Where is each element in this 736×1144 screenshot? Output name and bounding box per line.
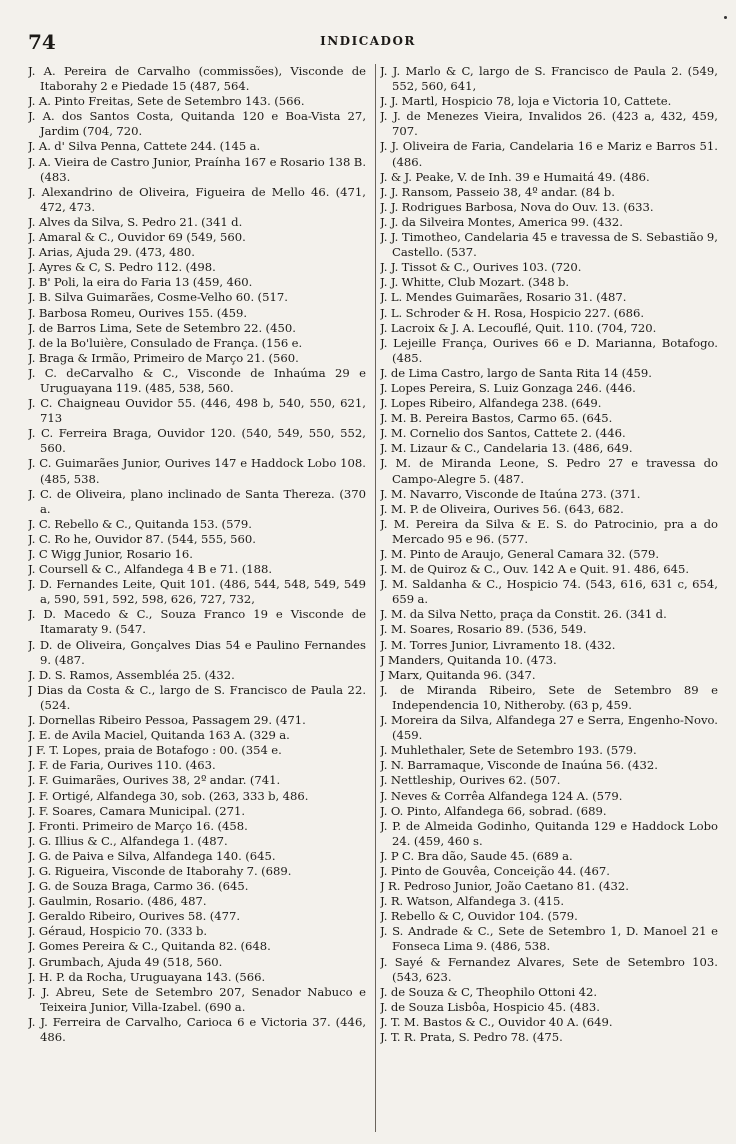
directory-entry: J. F. Guimarães, Ourives 38, 2º andar. (741.: [28, 773, 281, 788]
directory-entry: J. Lacroix & J. A. Lecouflé, Quit. 110. (704, 720.: [380, 320, 657, 335]
directory-entry: J. M. P. de Oliveira, Ourives 56. (643, 682.: [380, 501, 624, 516]
directory-entry: J. F. de Faria, Ourives 110. (463.: [28, 758, 216, 773]
directory-entry: J. Gomes Pereira & C., Quitanda 82. (648.: [28, 939, 271, 954]
directory-entry: J. J. Whitte, Club Mozart. (348 b.: [380, 275, 570, 290]
directory-entry: J. Ayres & C, S. Pedro 112. (498.: [28, 260, 216, 275]
directory-entry: J. D. Macedo & C., Souza Franco 19 e Visconde de Itamaraty 9. (547.: [28, 607, 366, 637]
directory-entry: J. Neves & Corrêa Alfandega 124 A. (579.: [380, 788, 623, 803]
directory-entry: J. C. deCarvalho & C., Visconde de Inhaúma 29 e Uruguayana 119. (485, 538, 560.: [28, 365, 366, 395]
directory-entry: J. L. Mendes Guimarães, Rosario 31. (487.: [380, 290, 627, 305]
directory-entry: J. P C. Bra dão, Saude 45. (689 a.: [380, 848, 573, 863]
directory-entry: J. G. de Souza Braga, Carmo 36. (645.: [28, 879, 249, 894]
directory-entry: J Dias da Costa & C., largo de S. Francisco de Paula 22. (524.: [28, 682, 366, 712]
directory-entry: J. B. Silva Guimarães, Cosme-Velho 60. (517.: [28, 290, 288, 305]
directory-entry: J. de Souza Lisbôa, Hospicio 45. (483.: [380, 999, 600, 1014]
directory-entry: J. C Wigg Junior, Rosario 16.: [28, 547, 193, 561]
directory-entry: J. Grumbach, Ajuda 49 (518, 560.: [28, 954, 223, 969]
directory-entry: J. J. Ransom, Passeio 38, 4º andar. (84 b.: [380, 184, 615, 199]
directory-entry: J. M. Torres Junior, Livramento 18. (432.: [380, 637, 616, 652]
right-column: [380, 64, 718, 1134]
directory-entry: J. M. Cornelio dos Santos, Cattete 2. (446.: [380, 426, 626, 441]
directory-entry: J. A. Vieira de Castro Junior, Praínha 167 e Rosario 138 B. (483.: [28, 154, 366, 184]
column-divider: [375, 64, 376, 1132]
directory-entry: J. F. Soares, Camara Municipal. (271.: [28, 803, 246, 818]
directory-entry: J. B' Poli, la eira do Faria 13 (459, 460.: [28, 275, 253, 290]
directory-entry: J. Pinto de Gouvêa, Conceição 44. (467.: [380, 863, 610, 878]
directory-entry: J. de Miranda Ribeiro, Sete de Setembro 89 e Independencia 10, Nitheroby. (63 p, 459.: [380, 682, 718, 712]
page-number: 74: [28, 30, 56, 54]
directory-entry: J. & J. Peake, V. de Inh. 39 e Humaitá 49. (486.: [380, 169, 650, 184]
directory-entry: J. Barbosa Romeu, Ourives 155. (459.: [28, 305, 248, 320]
directory-entry: J. S. Andrade & C., Sete de Setembro 1, D. Manoel 21 e Fonseca Lima 9. (486, 538.: [380, 924, 718, 954]
directory-entry: J. T. R. Prata, S. Pedro 78. (475.: [380, 1030, 563, 1044]
directory-entry: J. E. de Avila Maciel, Quitanda 163 A. (329 a.: [28, 728, 290, 743]
directory-entry: J Marx, Quitanda 96. (347.: [380, 667, 536, 682]
directory-entry: J. T. M. Bastos & C., Ouvidor 40 A. (649.: [380, 1014, 613, 1029]
directory-entry: J. C. Chaigneau Ouvidor 55. (446, 498 b, 540, 550, 621, 713: [28, 396, 366, 426]
directory-entry: J. M. Saldanha & C., Hospicio 74. (543, 616, 631 c, 654, 659 a.: [380, 577, 718, 607]
directory-entry: J. Alves da Silva, S. Pedro 21. (341 d.: [28, 214, 243, 229]
directory-entry: J. A. d' Silva Penna, Cattete 244. (145 a.: [28, 139, 261, 154]
directory-entry: J. J. Marlo & C, largo de S. Francisco de Paula 2. (549, 552, 560, 641,: [380, 64, 718, 94]
directory-entry: J. Alexandrino de Oliveira, Figueira de Mello 46. (471, 472, 473.: [28, 184, 366, 214]
directory-entry: J. J. Timotheo, Candelaria 45 e travessa de S. Sebastião 9, Castello. (537.: [380, 230, 718, 260]
directory-entry: J. G. de Paiva e Silva, Alfandega 140. (645.: [28, 848, 276, 863]
directory-entry: J. N. Barramaque, Visconde de Inaúna 56. (432.: [380, 758, 658, 773]
directory-entry: J. H. P. da Rocha, Uruguayana 143. (566.: [28, 969, 266, 984]
directory-entry: J. M. Pereira da Silva & E. S. do Patrocinio, pra a do Mercado 95 e 96. (577.: [380, 516, 718, 546]
directory-entry: J. Muhlethaler, Sete de Setembro 193. (579.: [380, 743, 637, 758]
directory-entry: J. D. Fernandes Leite, Quit 101. (486, 544, 548, 549, 549 a, 590, 591, 592, 598, 626, 727, 732,: [28, 577, 366, 607]
directory-entry: J. J. Abreu, Sete de Setembro 207, Senador Nabuco e Teixeira Junior, Villa-Izabel. (690 a.: [28, 984, 366, 1014]
directory-entry: J. J. Martl, Hospicio 78, loja e Victoria 10, Cattete.: [380, 94, 672, 109]
directory-entry: J. Moreira da Silva, Alfandega 27 e Serra, Engenho-Novo. (459.: [380, 713, 718, 743]
directory-entry: J. M. de Miranda Leone, S. Pedro 27 e travessa do Campo-Alegre 5. (487.: [380, 456, 718, 486]
directory-entry: J. D. de Oliveira, Gonçalves Dias 54 e Paulino Fernandes 9. (487.: [28, 637, 366, 667]
directory-entry: J. G. Rigueira, Visconde de Itaborahy 7. (689.: [28, 863, 292, 878]
directory-entry: J. P. de Almeida Godinho, Quitanda 129 e Haddock Lobo 24. (459, 460 s.: [380, 818, 718, 848]
directory-entry: J. Lopes Pereira, S. Luiz Gonzaga 246. (446.: [380, 380, 636, 395]
directory-entry: J. J. Ferreira de Carvalho, Carioca 6 e Victoria 37. (446, 486.: [28, 1014, 366, 1044]
directory-entry: J. J. Oliveira de Faria, Candelaria 16 e Mariz e Barros 51. (486.: [380, 139, 718, 169]
directory-entry: J. Amaral & C., Ouvidor 69 (549, 560.: [28, 230, 246, 245]
margin-speck: [724, 16, 727, 19]
directory-entry: J. R. Watson, Alfandega 3. (415.: [380, 894, 565, 909]
directory-entry: J. Lejeille França, Ourives 66 e D. Marianna, Botafogo. (485.: [380, 335, 718, 365]
directory-entry: J. de la Bo'luière, Consulado de França. (156 e.: [28, 335, 303, 350]
directory-entry: J. Gaulmin, Rosario. (486, 487.: [28, 894, 207, 909]
directory-entry: J. Arias, Ajuda 29. (473, 480.: [28, 245, 195, 260]
directory-entry: J. Fronti. Primeiro de Março 16. (458.: [28, 818, 248, 833]
directory-entry: J. Braga & Irmão, Primeiro de Março 21. (560.: [28, 350, 299, 365]
directory-columns: [28, 64, 718, 1134]
directory-entry: J. M. Soares, Rosario 89. (536, 549.: [380, 622, 587, 637]
directory-entry: J. G. Illius & C., Alfandega 1. (487.: [28, 833, 228, 848]
directory-entry: J. J. da Silveira Montes, America 99. (432.: [380, 214, 623, 229]
directory-entry: J. D. S. Ramos, Assembléa 25. (432.: [28, 667, 235, 682]
directory-entry: J. A. Pinto Freitas, Sete de Setembro 143. (566.: [28, 94, 305, 109]
directory-entry: J. M. B. Pereira Bastos, Carmo 65. (645.: [380, 411, 613, 426]
directory-entry: J F. T. Lopes, praia de Botafogo : 00. (354 e.: [28, 743, 282, 758]
directory-entry: J. Coursell & C., Alfandega 4 B e 71. (188.: [28, 562, 273, 577]
directory-entry: J. de Lima Castro, largo de Santa Rita 14 (459.: [380, 365, 652, 380]
directory-entry: J. A. dos Santos Costa, Quitanda 120 e Boa-Vista 27, Jardim (704, 720.: [28, 109, 366, 139]
directory-entry: J. C. de Oliveira, plano inclinado de Santa Thereza. (370 a.: [28, 486, 366, 516]
directory-entry: J R. Pedroso Junior, João Caetano 81. (432.: [380, 879, 629, 894]
directory-entry: J. J. Tissot & C., Ourives 103. (720.: [380, 260, 582, 275]
directory-entry: J. M. Pinto de Araujo, General Camara 32. (579.: [380, 547, 660, 561]
left-column: [28, 64, 366, 1134]
page-header: [28, 30, 708, 56]
directory-entry: J. de Barros Lima, Sete de Setembro 22. (450.: [28, 320, 296, 335]
directory-entry: J. J. Rodrigues Barbosa, Nova do Ouv. 13. (633.: [380, 199, 654, 214]
directory-entry: J. L. Schroder & H. Rosa, Hospicio 227. (686.: [380, 305, 645, 320]
directory-entry: J. de Souza & C, Theophilo Ottoni 42.: [380, 984, 598, 999]
running-title: INDICADOR: [320, 34, 416, 48]
directory-entry: J. Géraud, Hospicio 70. (333 b.: [28, 924, 208, 939]
directory-entry: J. A. Pereira de Carvalho (commissões), Visconde de Itaborahy 2 e Piedade 15 (487, 564.: [28, 64, 366, 94]
directory-entry: J. C. Ferreira Braga, Ouvidor 120. (540, 549, 550, 552, 560.: [28, 426, 366, 456]
directory-entry: J. C. Ro he, Ouvidor 87. (544, 555, 560.: [28, 531, 256, 546]
directory-entry: J. Geraldo Ribeiro, Ourives 58. (477.: [28, 909, 241, 924]
directory-entry: J. J. de Menezes Vieira, Invalidos 26. (423 a, 432, 459, 707.: [380, 109, 718, 139]
directory-entry: J. Rebello & C, Ouvidor 104. (579.: [380, 909, 578, 924]
directory-entry: J. O. Pinto, Alfandega 66, sobrad. (689.: [380, 803, 607, 818]
directory-entry: J. M. da Silva Netto, praça da Constit. 26. (341 d.: [380, 607, 667, 622]
directory-entry: J. C. Rebello & C., Quitanda 153. (579.: [28, 516, 252, 531]
directory-entry: J. M. Lizaur & C., Candelaria 13. (486, 649.: [380, 441, 633, 456]
directory-entry: J Manders, Quitanda 10. (473.: [380, 652, 557, 667]
directory-entry: J. Sayé & Fernandez Alvares, Sete de Setembro 103. (543, 623.: [380, 954, 718, 984]
directory-entry: J. Dornellas Ribeiro Pessoa, Passagem 29. (471.: [28, 713, 306, 728]
directory-entry: J. M. Navarro, Visconde de Itaúna 273. (371.: [380, 486, 641, 501]
directory-entry: J. C. Guimarães Junior, Ourives 147 e Haddock Lobo 108. (485, 538.: [28, 456, 366, 486]
directory-entry: J. Nettleship, Ourives 62. (507.: [380, 773, 561, 788]
directory-entry: J. M. de Quiroz & C., Ouv. 142 A e Quit. 91. 486, 645.: [380, 562, 690, 577]
directory-entry: J. Lopes Ribeiro, Alfandega 238. (649.: [380, 396, 602, 411]
directory-entry: J. F. Ortigé, Alfandega 30, sob. (263, 333 b, 486.: [28, 788, 309, 803]
